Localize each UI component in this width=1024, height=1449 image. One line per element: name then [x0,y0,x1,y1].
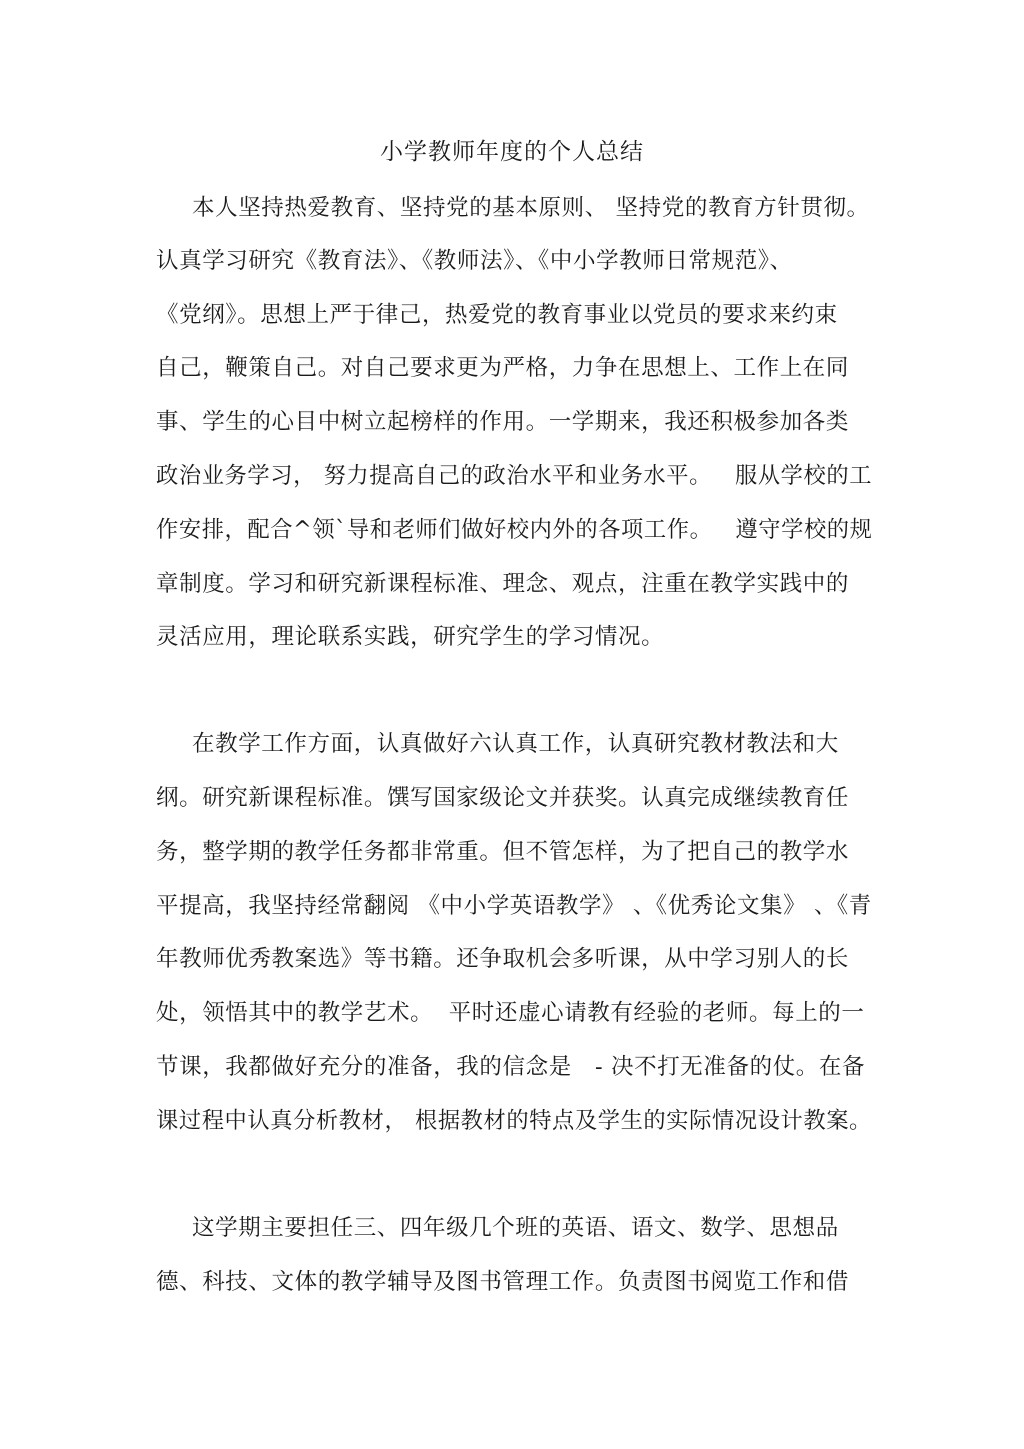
document-title: 小学教师年度的个人总结 [380,139,644,165]
paragraph-2-line-6: 处，领悟其中的教学艺术。 平时还虚心请教有经验的老师。每上的一 [156,1000,865,1026]
paragraph-2-line-3: 务，整学期的教学任务都非常重。但不管怎样，为了把自己的教学水 [156,839,850,865]
paragraph-2-line-4: 平提高，我坚持经常翻阅 《中小学英语教学》 、《优秀论文集》 、《青 [156,893,872,919]
paragraph-3-line-2: 德、科技、文体的教学辅导及图书管理工作。负责图书阅览工作和借 [156,1269,850,1295]
paragraph-1-line-4: 自己，鞭策自己。对自己要求更为严格，力争在思想上、工作上在同 [156,355,850,381]
paragraph-1-line-5: 事、学生的心目中树立起榜样的作用。一学期来，我还积极参加各类 [156,409,850,435]
paragraph-2-line-7: 节课，我都做好充分的准备，我的信念是 - 决不打无准备的仗。在备 [156,1054,866,1080]
paragraph-2-line-2: 纲。研究新课程标准。馔写国家级论文并获奖。认真完成继续教育任 [156,785,850,811]
paragraph-1-line-9: 灵活应用，理论联系实践，研究学生的学习情况。 [156,624,665,650]
paragraph-1-line-2: 认真学习研究《教育法》、《教师法》、《中小学教师日常规范》、 [156,248,793,274]
paragraph-1-line-8: 章制度。学习和研究新课程标准、理念、观点，注重在教学实践中的 [156,571,850,597]
paragraph-3-line-1: 这学期主要担任三、四年级几个班的英语、语文、数学、思想品 [192,1215,839,1241]
paragraph-1-line-1: 本人坚持热爱教育、坚持党的基本原则、 坚持党的教育方针贯彻。 [192,195,870,221]
paragraph-1-line-3: 《党纲》。思想上严于律己，热爱党的教育事业以党员的要求来约束 [156,302,838,328]
paragraph-2-line-5: 年教师优秀教案选》等书籍。还争取机会多听课，从中学习别人的长 [156,946,850,972]
paragraph-2-line-8: 课过程中认真分析教材， 根据教材的特点及学生的实际情况设计教案。 [156,1108,872,1134]
paragraph-2-line-1: 在教学工作方面，认真做好六认真工作，认真研究教材教法和大 [192,731,839,757]
paragraph-1-line-6: 政治业务学习， 努力提高自己的政治水平和业务水平。 服从学校的工 [156,463,873,489]
paragraph-1-line-7: 作安排，配合^领`导和老师们做好校内外的各项工作。 遵守学校的规 [156,517,873,543]
